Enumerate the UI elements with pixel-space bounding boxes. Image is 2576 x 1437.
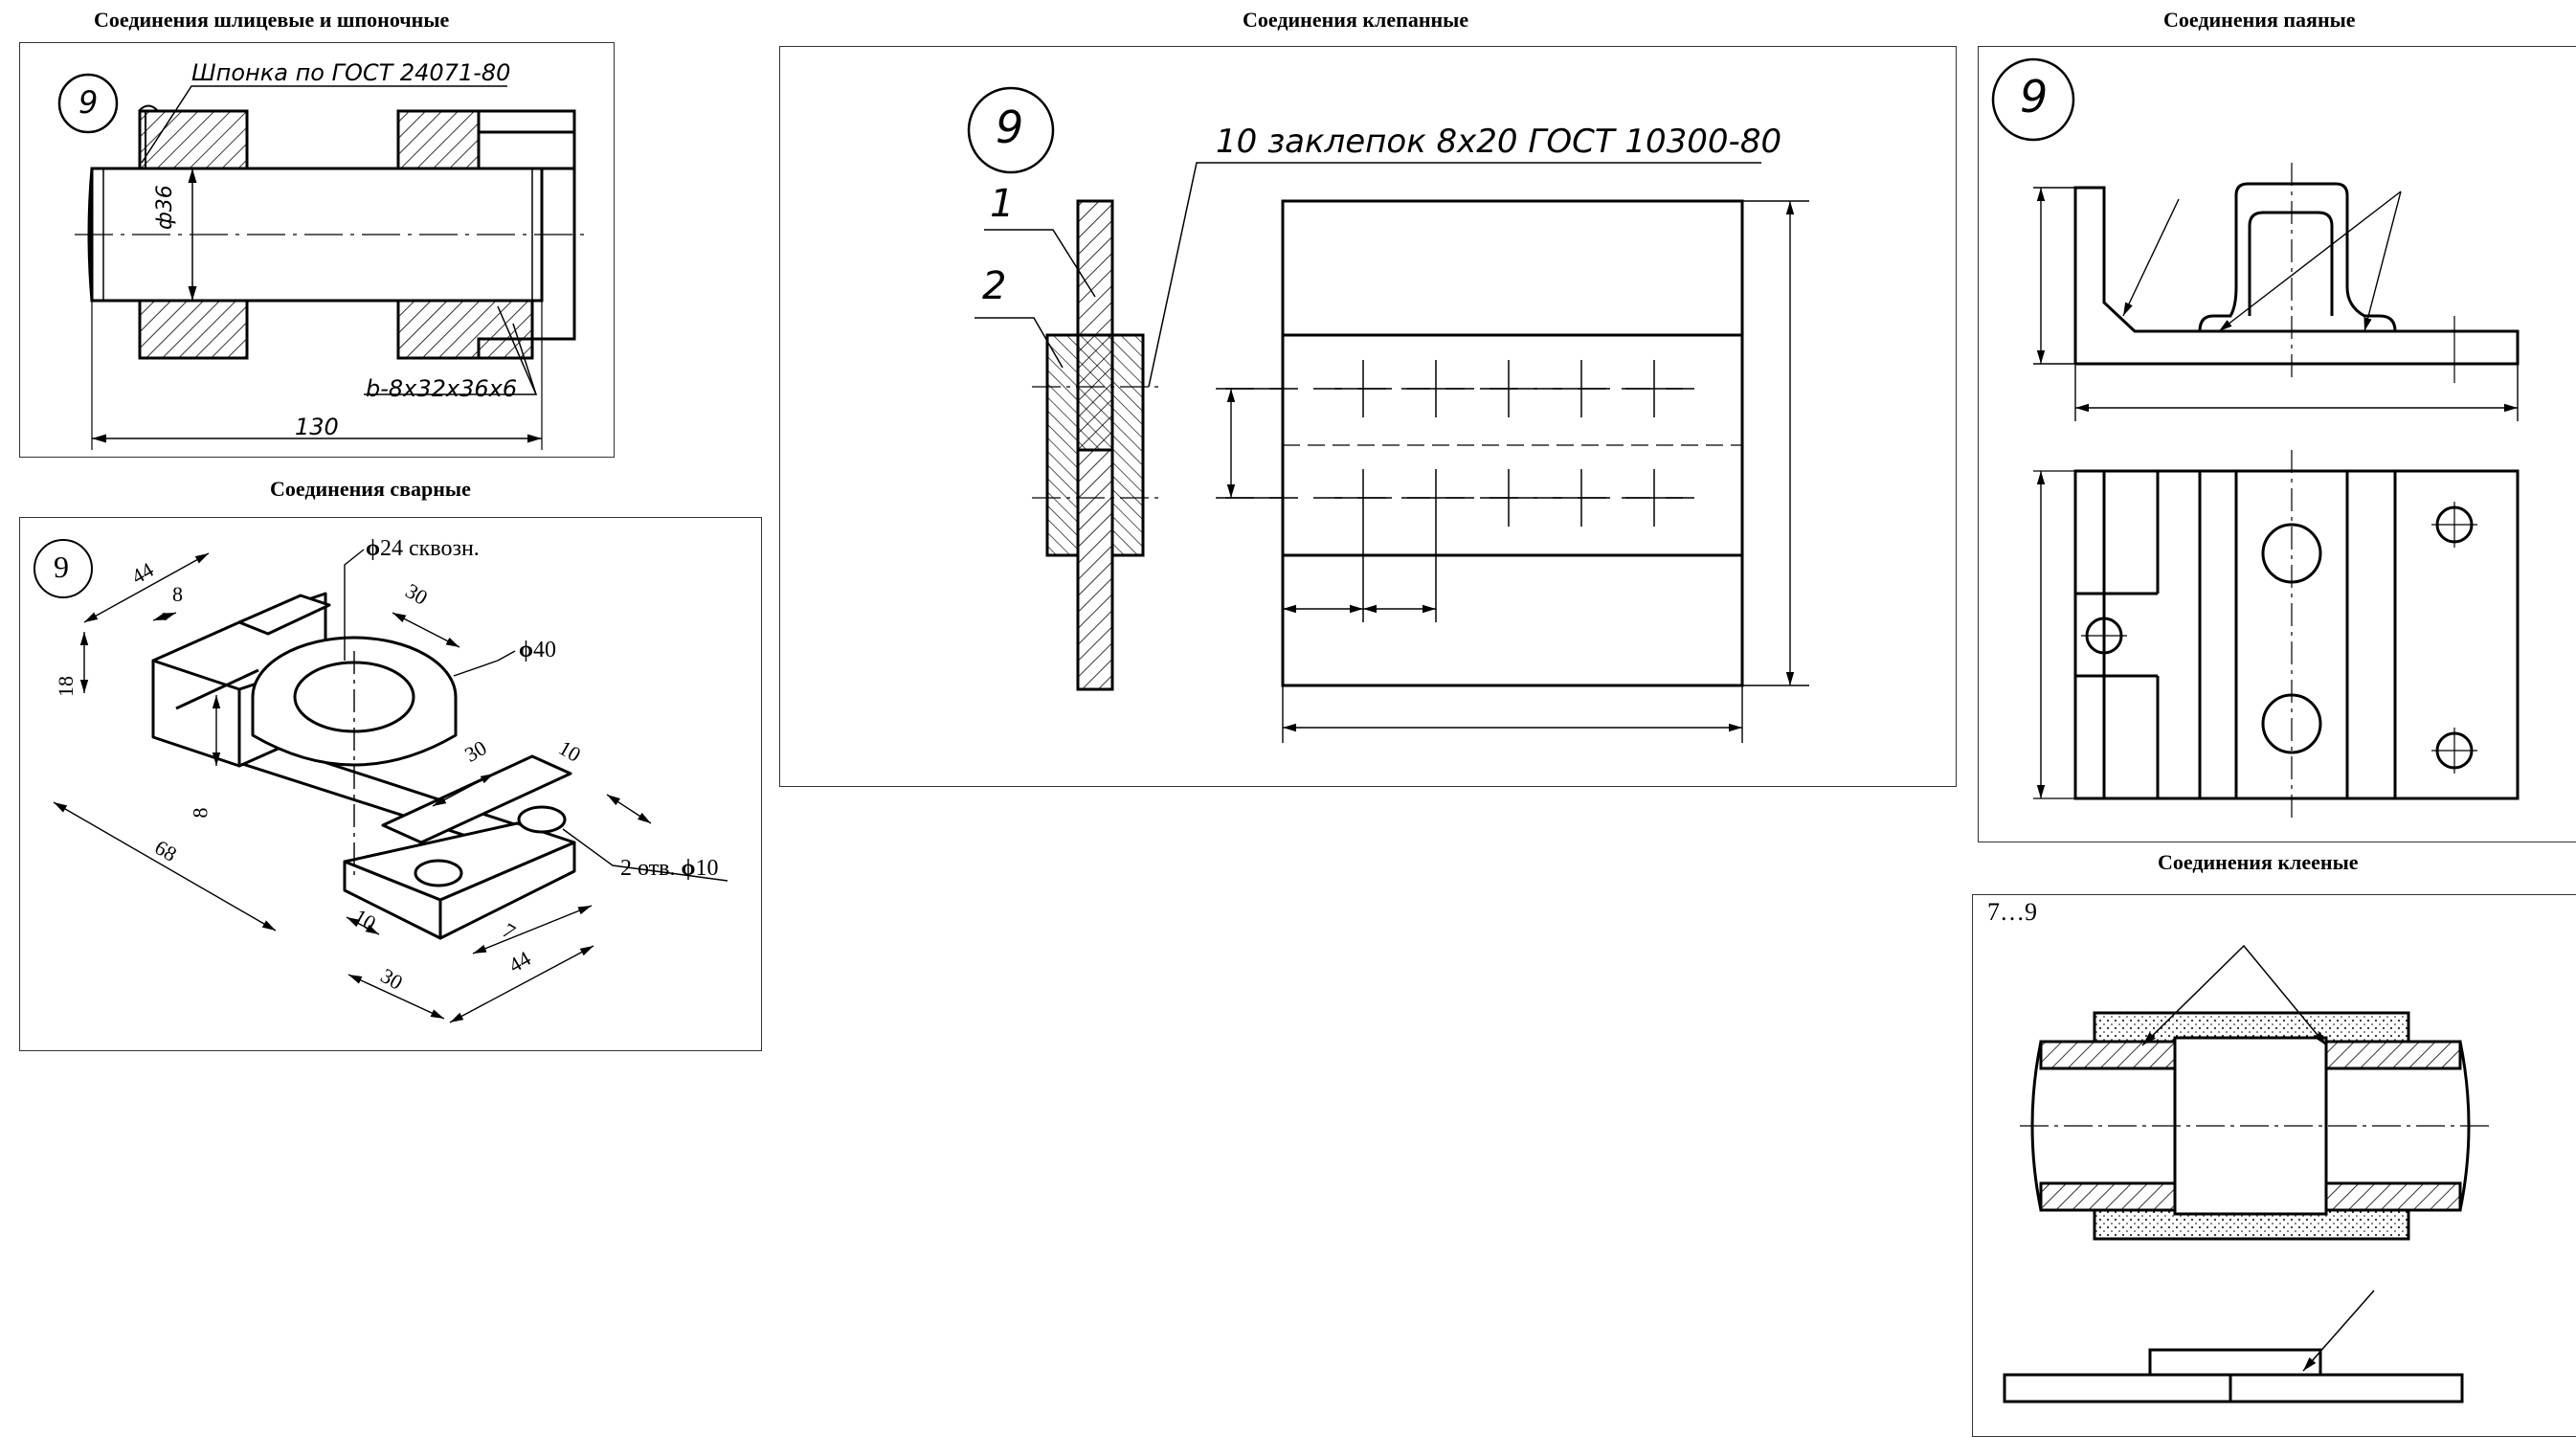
spline-variant: 9 — [78, 84, 99, 121]
welded-variant: 9 — [54, 550, 69, 584]
glued-heading: Соединения клееные — [2158, 850, 2359, 874]
welded-heading: Соединения сварные — [270, 477, 471, 501]
dim-44-top: 44 — [126, 557, 158, 589]
spline-dim-diam: ф36 — [153, 185, 177, 230]
spline-heading: Соединения шлицевые и шпоночные — [94, 8, 450, 32]
dim-8-mid: 8 — [188, 807, 213, 819]
glued-variant: 7…9 — [1987, 898, 2037, 926]
hole-note-text: 24 сквозн. — [379, 536, 480, 561]
soldered-heading: Соединения паяные — [2163, 8, 2356, 32]
phi-symbol: ϕ — [366, 536, 380, 561]
dim-44-bot: 44 — [504, 946, 535, 977]
dim-8-top: 8 — [172, 582, 183, 606]
part-1-label: 1 — [990, 182, 1015, 226]
lap-top — [2150, 1350, 2320, 1375]
dim-18: 18 — [54, 676, 78, 697]
spline-spline-note: b-8x32x36x6 — [366, 375, 518, 402]
lap-bottom — [2005, 1375, 2462, 1402]
holes-note-text: 2 отв. — [620, 856, 676, 881]
dim-68: 68 — [150, 835, 182, 866]
holes-diam: 10 — [695, 856, 719, 881]
dim-30-top: 30 — [401, 578, 433, 610]
dim-30-bot: 30 — [376, 963, 408, 995]
phi-symbol: ϕ — [681, 856, 696, 881]
spline-key-note: Шпонка по ГОСТ 24071-80 — [191, 59, 511, 86]
dim-7: 7 — [498, 917, 520, 945]
part-2-label: 2 — [982, 264, 1007, 308]
dim-10-bot: 10 — [349, 904, 381, 935]
dim-30-mid: 30 — [459, 735, 491, 767]
riveted-heading: Соединения клепанные — [1243, 8, 1469, 32]
soldered-variant: 9 — [2020, 71, 2049, 123]
rivet-note: 10 заклепок 8х20 ГОСТ 10300-80 — [1216, 123, 1782, 161]
phi-symbol: ϕ — [519, 638, 533, 662]
boss-note-text: 40 — [532, 638, 556, 662]
spline-dim-length: 130 — [295, 414, 339, 440]
riveted-variant: 9 — [996, 101, 1024, 153]
dim-10-right: 10 — [554, 735, 586, 767]
